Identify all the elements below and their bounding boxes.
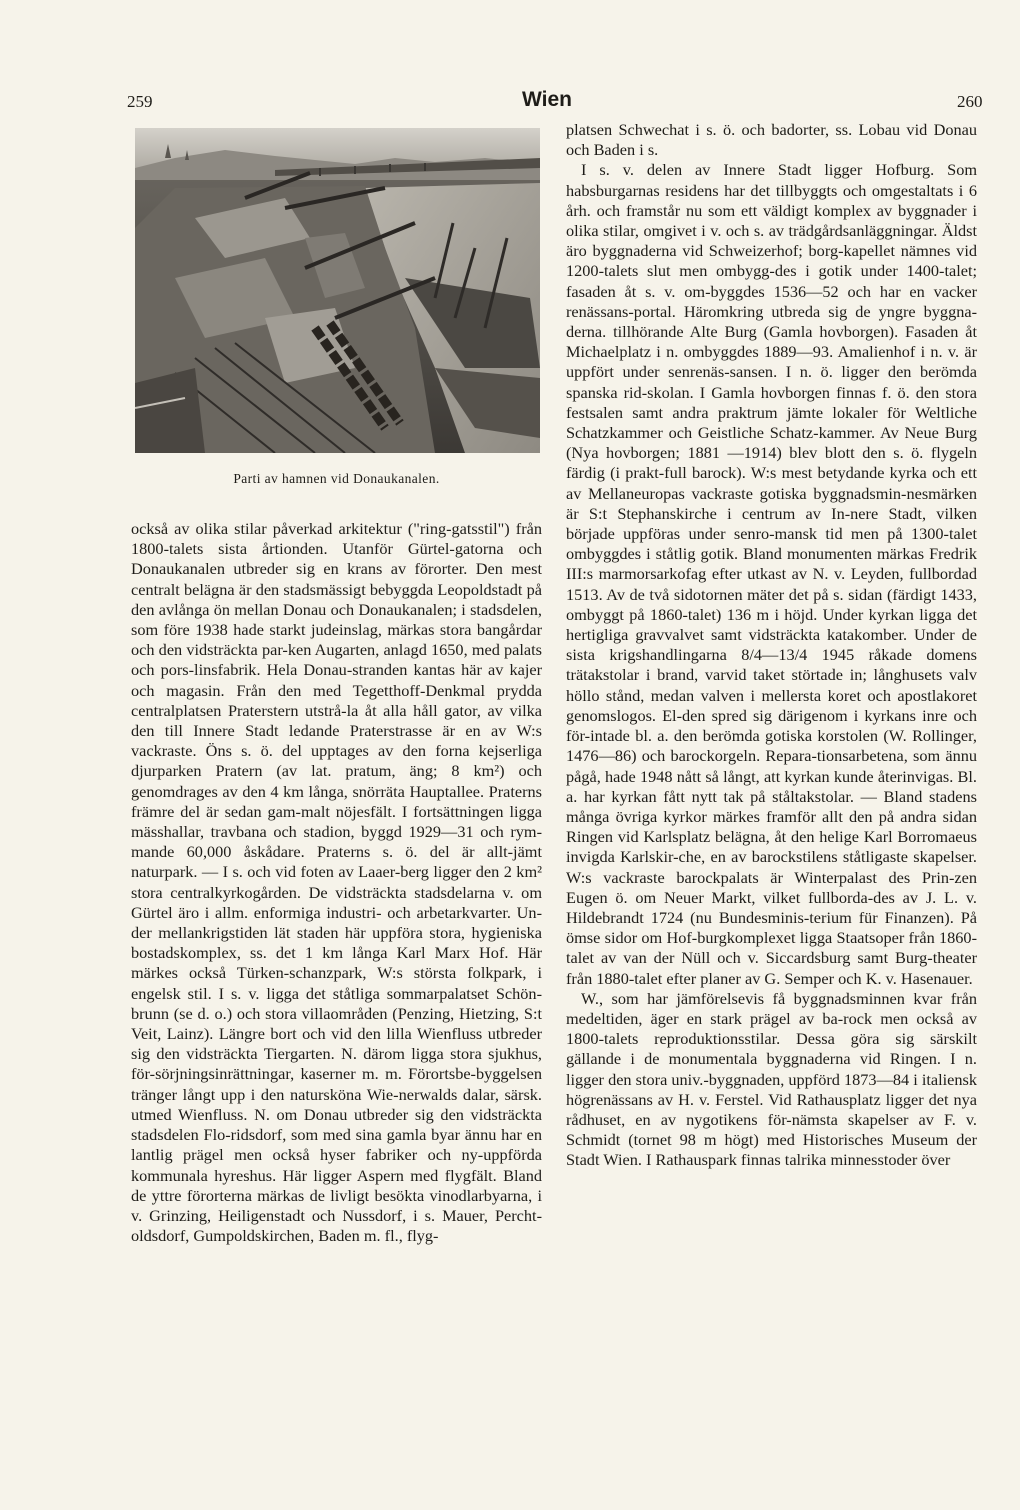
page-number-left: 259 (127, 92, 153, 111)
paragraph: I s. v. delen av Innere Stadt ligger Hofburg. Som habsburgarnas residens har det tillbyggts och omgestaltats i 6 årh. och framstår nu som ett väldigt komplex av byggnader i olika stilar, omgivet i v. och s. av trädgårdsanläggningar. Äldst äro byggnaderna vid Schweizerhof; borg-kapellet nämnes vid 1200-talets slut men ombygg-des i gotik under 1400-talet; fasaden åt s. v. om-byggdes 1536—52 och har en vacker renässans-portal. Häromkring utbreda sig de yngre byggna-derna. tillhörande Alte Burg (Gamla hovborgen). Fasaden åt Michaelplatz i n. ombyggdes 1889—93. Amalienhof i n. v. är uppfört under senrenäs-sansen. I n. ö. ligger den berömda spanska rid-skolan. I Gamla hovborgen finnas f. ö. den stora festsalen samt andra praktrum jämte lokaler för Weltliche Schatzkammer och Geistliche Schatz-kammer. Av Neue Burg (Nya hovborgen; 1881 —1914) blev blott den s. ö. flygeln färdig (i prakt-full barock). W:s mest betydande kyrka och ett av Mellaneuropas vackraste gotiska byggnadsmin-nesmärken är S:t Stephanskirche i centrum av In-nere Stadt, vilken började uppföras under senro-mansk tid men på 1300-talet ombyggdes i ståtlig gotik. Bland monumenten märkas Fredrik III:s marmorsarkofag efter utkast av N. v. Leyden, fullbordad 1513. Av de två sidotornen mäter det på s. sidan (färdigt 1433, ombyggt på 1860-talet) 136 m i höjd. Under kyrkan ligga det hertigliga gravvalvet samt vidsträckta katakomber. Under de sista krigshandlingarna 8/4—13/4 1945 råkade domens trätakstolar i brand, varvid taket störtade in; långhusets valv höllo stånd, medan valven i mellersta koret och apostlakoret genomslogos. El-den spred sig därigenom i kyrkans inre och för-intade bl. a. den berömda gotiska korstolen (W. Rollinger, 1476—86) och barockorgeln. Repara-tionsarbetena, som ännu pågå, hade 1948 nått så långt, att kyrkan kunde återinvigas. Bl. a. har kyrkan fått nytt tak på ståltakstolar. — Bland stadens många övriga kyrkor märkes framför allt den på andra sidan Ringen vid Karlsplatz belägna, åt den helige Karl Borromaeus invigda Karlskir-che, en av barockstilens ståtligaste skapelser. W:s vackraste barockpalats är Winterpalast des Prin-zen Eugen ö. om Neuer Markt, vilket fullborda-des av J. L. v. Hildebrandt 1724 (nu Bundesminis-terium für Finanzen). På ömse sidor om Hof-burgkomplexet ligga Staatsoper från 1860-talet av van der Nüll och v. Siccardsburg samt Burg-theater från 1880-talet efter planer av G. Semper och K. v. Hasenauer. (566, 160, 977, 988)
paragraph: också av olika stilar påverkad arkitektur ("ring-gatsstil") från 1800-talets sista årtionden. Utanför Gürtel-gatorna och Donaukanalen utbreder sig en krans av förorter. Den mest centralt belägna är den stadsmässigt bebyggda Leopoldstadt på den avlånga ön mellan Donau och Donaukanalen; i stadsdelen, som före 1938 hade starkt judeinslag, märkas stora bangårdar och den vidsträckta par-ken Augarten, anlagd 1650, med palats och pors-linsfabrik. Hela Donau-stranden kantas här av kajer och magasin. Från den med Tegetthoff-Denkmal prydda centralplatsen Praterstern utstrå-la åt alla håll gator, av vilka den till Innere Stadt ledande Praterstrasse är en av W:s vackraste. Öns s. ö. del upptages av den forna kejserliga djurparken Pratern (av lat. pratum, äng; 8 km²) och genomdrages av den 4 km långa, snörräta Hauptallee. Praterns främre del är sedan gam-malt nöjesfält. I fortsättningen ligga mässhallar, travbana och stadion, byggd 1929—31 och rym-mande 60,000 åskådare. Praterns s. ö. del är allt-jämt naturpark. — I s. och vid foten av Laaer-berg ligger den 2 km² stora centralkyrkogården. De vidsträckta stadsdelarna v. om Gürtel äro i allm. enformiga industri- och arbetarkvarter. Un-der mellankrigstiden lät staden här uppföra stora, hygieniska bostadskomplex, ss. det 1 km långa Karl Marx Hof. Här märkes också Türken-schanzpark, W:s största folkpark, i engelsk stil. I s. v. ligga det ståtliga sommarpalatset Schön-brunn (se d. o.) och stora villaområden (Penzing, Hietzing, S:t Veit, Lainz). Längre bort och vid den lilla Wienfluss utbreder sig den vidsträckta Tiergarten. N. därom ligga stora sjukhus, för-sörjningsinrättningar, kaserner m. m. Förortsbe-byggelsen tränger långt upp i den natursköna Wie-nerwalds dalar, särsk. utmed Wienfluss. N. om Donau utbreder sig den vidsträckta stadsdelen Flo-ridsdorf, som med sina gamla byar ännu har en lantlig prägel men också hyser fabriker och ny-uppförda kommunala hyreshus. Här ligger Aspern med flygfält. Bland de yttre förorterna märkas de livligt besökta vinodlarbyarna, i v. Grinzing, Heiligenstadt och Nussdorf, i s. Mauer, Percht-oldsdorf, Gumpoldskirchen, Baden m. fl., flyg- (131, 519, 542, 1246)
harbor-photograph (135, 128, 540, 453)
paragraph: W., som har jämförelsevis få byggnadsminnen kvar från medeltiden, äger en stark prägel av ba-rock men också av 1800-talets reproduktionsstilar. Dessa göra sig särskilt gällande i de monumentala byggnaderna vid Ringen. I n. ligger den stora univ.-byggnaden, uppförd 1873—84 i italiensk högrenässans av H. v. Ferstel. Vid Rathausplatz ligger det nya rådhuset, en av nygotikens för-nämsta skapelser av F. v. Schmidt (tornet 98 m högt) med Historisches Museum der Stadt Wien. I Rathauspark finnas talrika minnesstoder över (566, 988, 977, 1170)
figure-caption: Parti av hamnen vid Donaukanalen. (233, 471, 440, 486)
page-number-right: 260 (957, 92, 983, 111)
right-column-text (566, 120, 977, 1171)
left-column-text (131, 519, 542, 1246)
running-head: Wien (522, 88, 572, 111)
paragraph: platsen Schwechat i s. ö. och badorter, ss. Lobau vid Donau och Baden i s. (566, 120, 977, 160)
